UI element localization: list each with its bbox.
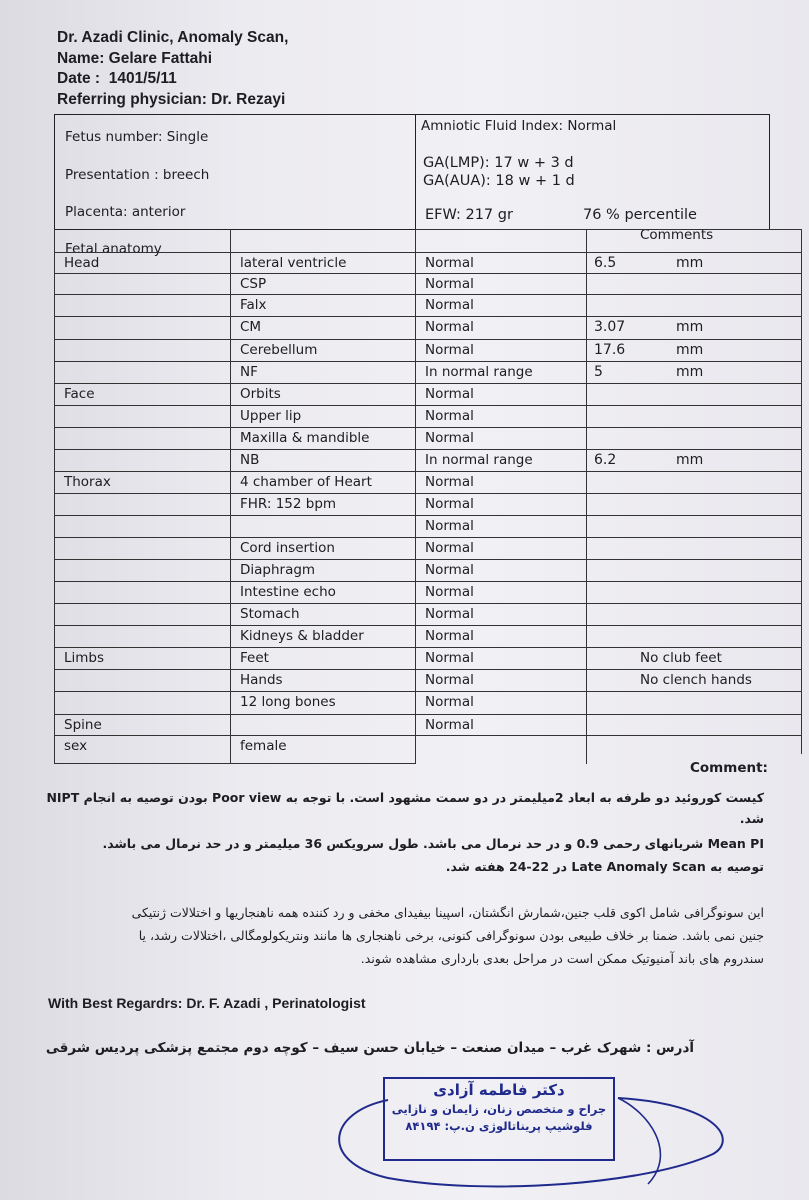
efw-percentile: 76 % percentile [583, 207, 697, 223]
row-category: Limbs [64, 650, 105, 666]
row-item: Maxilla & mandible [240, 430, 370, 446]
row-item: Feet [240, 650, 269, 666]
row-item: Stomach [240, 606, 300, 622]
row-category: Thorax [64, 474, 111, 490]
row-item: FHR: 152 bpm [240, 496, 337, 512]
row-status: Normal [425, 694, 474, 710]
fetus-number: Fetus number: Single [65, 129, 209, 145]
clinic-address: آدرس : شهرک غرب – میدان صنعت – خیابان حسن سیف – کوچه دوم مجتمع پزشکی پردیس شرقی [45, 1040, 694, 1056]
row-item: Orbits [240, 386, 281, 402]
patient-name: Name: Gelare Fattahi [57, 49, 213, 67]
date-value: 1401/5/11 [108, 70, 177, 87]
row-status: Normal [425, 297, 474, 313]
row-item: NB [240, 452, 260, 468]
row-status: Normal [425, 319, 474, 335]
row-item: Cord insertion [240, 540, 335, 556]
row-category: Face [64, 386, 95, 402]
comment-p3-line2: جنین نمی باشد. ضمنا بر خلاف طبیعی بودن سونوگرافی کنونی، برخی ناهنجاری ها مانند ونتریکولومگالی ،اختلالات رشد، یا [138, 928, 764, 943]
row-item: 4 chamber of Heart [240, 474, 372, 490]
row-item: lateral ventricle [240, 255, 347, 271]
row-value: 5 [594, 364, 603, 380]
signature-line: With Best Regardrs: Dr. F. Azadi , Perinatologist [48, 995, 366, 1011]
placenta: Placenta: anterior [65, 204, 186, 220]
row-item: NF [240, 364, 258, 380]
row-status: In normal range [425, 452, 533, 468]
amniotic-fluid-index: Amniotic Fluid Index: Normal [421, 118, 617, 134]
comment-label: Comment: [690, 760, 768, 776]
row-status: In normal range [425, 364, 533, 380]
row-category: sex [64, 738, 88, 754]
report-header [57, 28, 288, 110]
comment-p2-line1: Mean PI شریانهای رحمی 0.9 و در حد نرمال می باشد. طول سرویکس 36 میلیمتر و در حد نرمال می باشد. [102, 836, 764, 851]
row-unit: mm [676, 342, 704, 358]
ga-aua: GA(AUA): 18 w + 1 d [423, 173, 575, 189]
row-value: 6.2 [594, 452, 617, 468]
comment-p1-line2: شد. [739, 811, 764, 826]
row-status: Normal [425, 606, 474, 622]
row-value: 17.6 [594, 342, 626, 358]
row-status: Normal [425, 255, 474, 271]
row-unit: mm [676, 255, 704, 271]
row-item: 12 long bones [240, 694, 336, 710]
row-status: Normal [425, 540, 474, 556]
row-status: Normal [425, 386, 474, 402]
row-item: Cerebellum [240, 342, 318, 358]
row-comment: No club feet [640, 650, 722, 666]
row-item: female [240, 738, 287, 754]
ga-lmp: GA(LMP): 17 w + 3 d [423, 155, 574, 171]
pregnancy-info-box [54, 114, 770, 230]
row-status: Normal [425, 650, 474, 666]
row-status: Normal [425, 276, 474, 292]
row-comment: No clench hands [640, 672, 752, 688]
row-category: Spine [64, 717, 102, 733]
row-category: Head [64, 255, 100, 271]
comment-p2-line2: توصیه به Late Anomaly Scan در 22-24 هفته شد. [445, 859, 764, 874]
row-item: Kidneys & bladder [240, 628, 364, 644]
row-status: Normal [425, 430, 474, 446]
stamp-fellowship: فلوشیپ پریناتالوژی ن.پ: ۸۴۱۹۴ [405, 1119, 593, 1133]
row-status: Normal [425, 474, 474, 490]
doctor-stamp [383, 1077, 615, 1161]
presentation: Presentation : breech [65, 167, 210, 183]
row-item: Falx [240, 297, 267, 313]
comment-p1-line1: کیست کوروئید دو طرفه به ابعاد 2میلیمتر در دو سمت مشهود است. با توجه به Poor view بودن توصیه به انجام NIPT [46, 790, 764, 805]
comment-p3-line1: این سونوگرافی شامل اکوی قلب جنین،شمارش انگشتان، اسپینا بیفیدای مخفی و رد کننده همه ناهنجاریها و اختلالات ژنتیکی [131, 905, 764, 920]
stamp-specialty: جراح و متخصص زنان، زایمان و نازایی [391, 1102, 607, 1116]
row-status: Normal [425, 342, 474, 358]
row-item: CSP [240, 276, 267, 292]
row-status: Normal [425, 672, 474, 688]
clinic-title: Dr. Azadi Clinic, Anomaly Scan, [57, 29, 289, 46]
row-status: Normal [425, 584, 474, 600]
row-value: 3.07 [594, 319, 626, 335]
row-unit: mm [676, 452, 704, 468]
row-status: Normal [425, 518, 474, 534]
row-item: Diaphragm [240, 562, 316, 578]
row-status: Normal [425, 496, 474, 512]
stamp-name: دکتر فاطمه آزادی [433, 1081, 565, 1099]
row-status: Normal [425, 408, 474, 424]
row-unit: mm [676, 364, 704, 380]
report-date [57, 69, 288, 90]
comment-p3-line3: سندروم های باند آمنیوتیک ممکن است در مراحل بعدی بارداری مشاهده شوند. [360, 951, 764, 966]
row-value: 6.5 [594, 255, 617, 271]
fetal-anatomy-table [54, 229, 801, 764]
comments-header: Comments [640, 227, 714, 243]
row-item: CM [240, 319, 262, 335]
row-status: Normal [425, 628, 474, 644]
date-label: Date : [57, 70, 101, 87]
efw: EFW: 217 gr [425, 207, 513, 223]
row-item: Hands [240, 672, 283, 688]
row-status: Normal [425, 562, 474, 578]
row-status: Normal [425, 717, 474, 733]
row-unit: mm [676, 319, 704, 335]
row-item: Intestine echo [240, 584, 336, 600]
fetal-anatomy-header: Fetal anatomy [65, 241, 162, 257]
row-item: Upper lip [240, 408, 302, 424]
referring-physician: Referring physician: Dr. Rezayi [57, 90, 286, 108]
